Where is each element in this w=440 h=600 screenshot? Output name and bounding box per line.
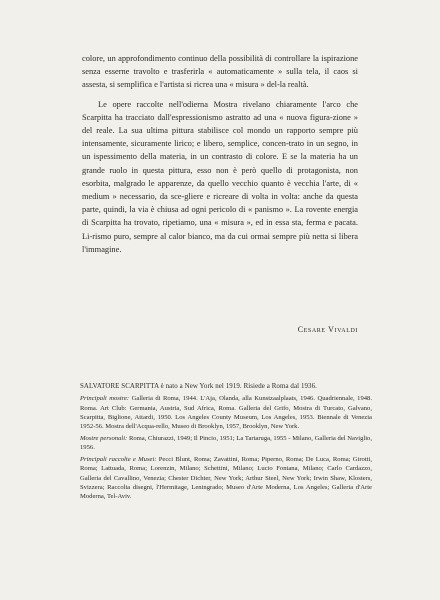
personali-text: Roma, Chiurazzi, 1949; Il Pincio, 1951; La Tartaruga, 1955 - Milano, Galleria del Naviglio, 1956.: [80, 434, 372, 452]
raccolte-label: Principali raccolte e Musei:: [80, 456, 157, 464]
personali-label: Mostre personali:: [80, 434, 128, 442]
bio-mostre-personali: [80, 434, 372, 453]
essay-paragraph-1: colore, un approfondimento continuo della possibilità di controllare la ispirazione senza esserne travolto e trasferirla « automaticamente » sulla tela, il caos si assesta, si semplifica e l'artista si ricrea una « misura » del-la realtà.: [82, 54, 358, 90]
essay-paragraph-2: Le opere raccolte nell'odierna Mostra rivelano chiaramente l'arco che Scarpitta ha tracciato dall'espressionismo astratto ad una « nuova figura-zione » del reale. La sua ultima pittura stabilisce col mondo un rapporto sempre più intensamente, sicuramente lirico; e libero, semplice, concen-trato in un segno, in un ispessimento della materia, in un contrasto di colore. E se la materia ha un grande ruolo in questa pittura, esso non è però quello di protagonista, non esorbita, malgrado le apparenze, da quello vecchio quanto è vecchia l'arte, di « medium » necessario, da sce-gliere e ricreare di volta in volta: anche da questa parte, quindi, la via è chiusa ad ogni pericolo di « panismo ». La rovente energia di Scarpitta ha trovato, ripetiamo, una « misura », ed in essa sta, ferma e pacata. Li-rismo puro, sempre al calor bianco, ma da cui ormai sempre più netta si libera l'immagine.: [82, 99, 358, 254]
bio-raccolte-musei: [80, 455, 372, 501]
raccolte-text: Pecci Blunt, Roma; Zavattini, Roma; Piperno, Roma; De Luca, Roma; Girotti, Roma; Lattuada, Roma; Lorenzin, Milano; Schettini, Milano; Lucio Fontana, Milano; Carlo Cardazzo, Galleria del Cavallino, Venezia; Chester Dichter, New York; Arthur Steel, New York; Irwin Shaw, Klosters, Svizzera; Raccolta disegni, l'Hermitage, Leningrado; Museo d'Arte Moderna, Los Angeles; Galleria d'Arte Moderna, Tel-Aviv.: [80, 456, 372, 501]
author-signature: [82, 325, 358, 334]
bio-principali-mostre: [80, 394, 372, 431]
essay-text: [82, 52, 358, 262]
bio-lead: SALVATORE SCARPITTA è nato a New York nel 1919. Risiede a Roma dal 1936.: [80, 383, 317, 390]
mostre-label: Principali mostre:: [80, 395, 130, 403]
author-name: Cesare Vivaldi: [297, 325, 358, 334]
artist-biography: [80, 382, 372, 504]
mostre-text: Galleria di Roma, 1944. L'Aja, Olanda, alla Kunstzaalplaats, 1946. Quadriennale, 1948. Roma. Art Club: Germania, Austria, Sud Africa, Roma. Galleria del Grifo, Mostra di Turcato, Galvano, Scarpitta, Biglione, Attardi, 1950. Los Angeles County Museum, Los Angeles, 1953. Biennale di Venezia 1952-56. Mostra dell'Acqua-rello, Museo di Brooklyn, 1957, Brooklyn, New York.: [80, 395, 372, 431]
